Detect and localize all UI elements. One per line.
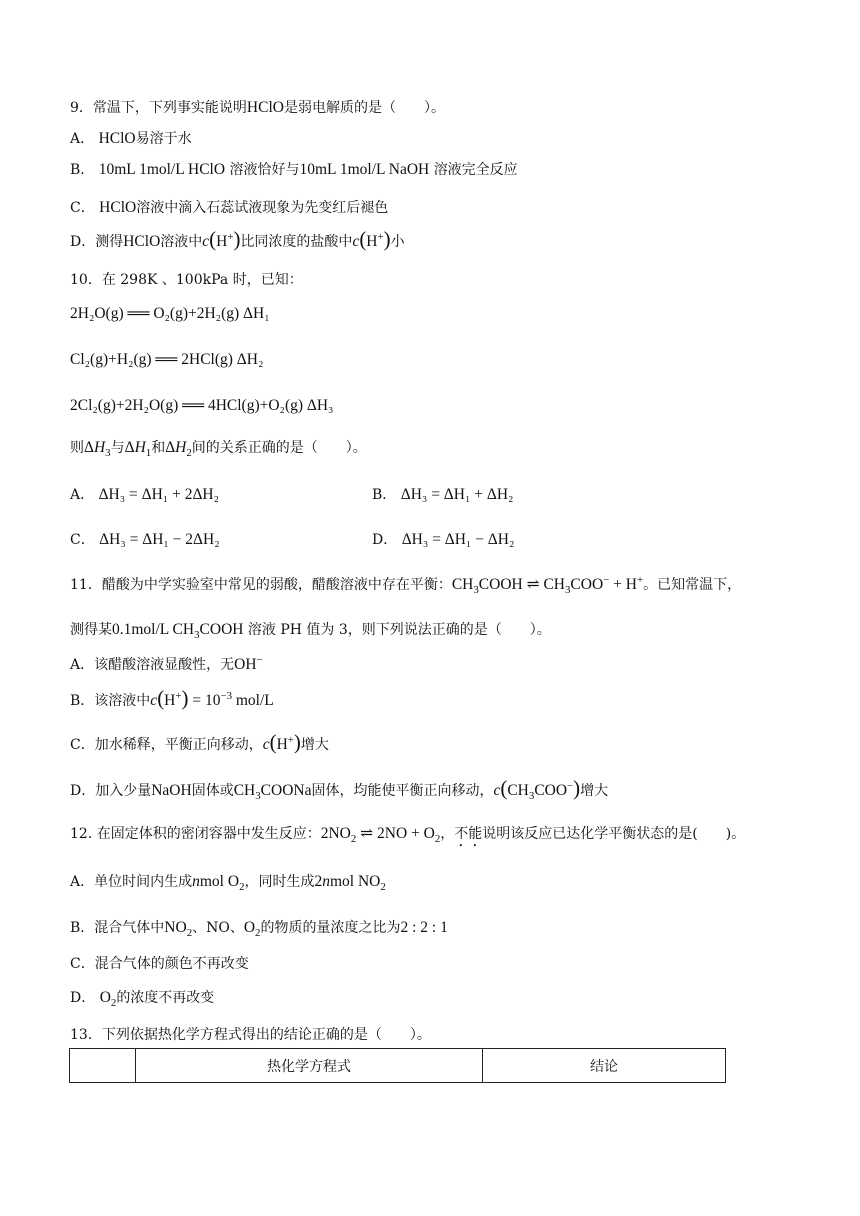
- q11-option-d: D．加入少量NaOH固体或$CH_3COONa$固体，均能使平衡正向移动，$c(CH_3COO^-)$增大: [70, 776, 609, 802]
- q11-option-a: A．该醋酸溶液显酸性，无OH−: [70, 654, 263, 673]
- q9-stem: 9．常温下，下列事实能说明HClO是弱电解质的是（ ）。: [70, 99, 445, 116]
- q12-stem: 12. 在固定体积的密闭容器中发生反应：$2NO_2$ ⇌ $2NO + O_2$，不能说明该反应已达化学平衡状态的是( )。: [70, 825, 746, 845]
- q10-option-a: A． ΔH₃ = ΔH₁ + 2ΔH₂: [70, 486, 220, 503]
- q10-option-c: C． ΔH₃ = ΔH₁ − 2ΔH₂: [70, 531, 220, 548]
- q9-option-c: C． HClO溶液中滴入石蕊试液现象为先变红后褪色: [70, 199, 389, 216]
- q12-option-d: D． $O_2$的浓度不再改变: [70, 989, 215, 1009]
- q13-stem: 13．下列依据热化学方程式得出的结论正确的是（ ）。: [70, 1027, 431, 1043]
- table-header-equation: 热化学方程式: [136, 1049, 483, 1083]
- q10-option-d: D． ΔH₃ = ΔH₁ − ΔH₂: [372, 531, 515, 548]
- q11-stem-line1: 11．醋酸为中学实验室中常见的弱酸，醋酸溶液中存在平衡：$CH_3COOH$ ⇌ $CH_3COO^- + H^+$。已知常温下，: [70, 574, 742, 596]
- q10-question: 则$\Delta H_3$与$\Delta H_1$和$\Delta H_2$间的关系正确的是（ ）。: [70, 439, 367, 459]
- q11-option-c: C．加水稀释，平衡正向移动，c(H+)增大: [70, 730, 329, 754]
- table-header-conclusion: 结论: [483, 1049, 726, 1083]
- q13-table: [69, 1048, 726, 1083]
- q9-option-b: B． 10mL 1mol/L HClO 溶液恰好与10mL 1mol/L NaOH 溶液完全反应: [70, 161, 518, 178]
- table-header-blank: [70, 1049, 136, 1083]
- q9-option-d: D．测得HClO溶液中c(H+)比同浓度的盐酸中c(H+)小: [70, 227, 405, 251]
- q12-option-b: B．混合气体中$NO_2$、NO、$O_2$的物质的量浓度之比为2 : 2 : 1: [70, 919, 448, 939]
- q11-option-b: B．该溶液中$c(H^+) = 10^{-3}$ mol/L: [70, 686, 274, 710]
- q10-stem: 10．在 298K 、100kPa 时，已知：: [70, 272, 303, 288]
- q10-equation-1: 2H₂O(g) ══ O₂(g)+2H₂(g) ΔH₁: [70, 305, 270, 322]
- q10-equation-2: Cl₂(g)+H₂(g) ══ 2HCl(g) ΔH₂: [70, 351, 264, 368]
- q10-equation-3: 2Cl₂(g)+2H₂O(g) ══ 4HCl(g)+O₂(g) ΔH₃: [70, 397, 334, 414]
- q9-option-a: A． HClO易溶于水: [70, 130, 192, 147]
- q12-option-a: A．单位时间内生成nmol $O_2$，同时生成2nmol $NO_2$: [70, 873, 386, 893]
- q10-option-b: B． ΔH₃ = ΔH₁ + ΔH₂: [372, 486, 514, 503]
- q12-option-c: C．混合气体的颜色不再改变: [70, 956, 249, 972]
- table-header-row: [70, 1049, 726, 1083]
- q11-stem-line2: 测得某0.1mol/L $CH_3COOH$ 溶液 PH 值为 3，则下列说法正确的是（ ）。: [70, 621, 551, 641]
